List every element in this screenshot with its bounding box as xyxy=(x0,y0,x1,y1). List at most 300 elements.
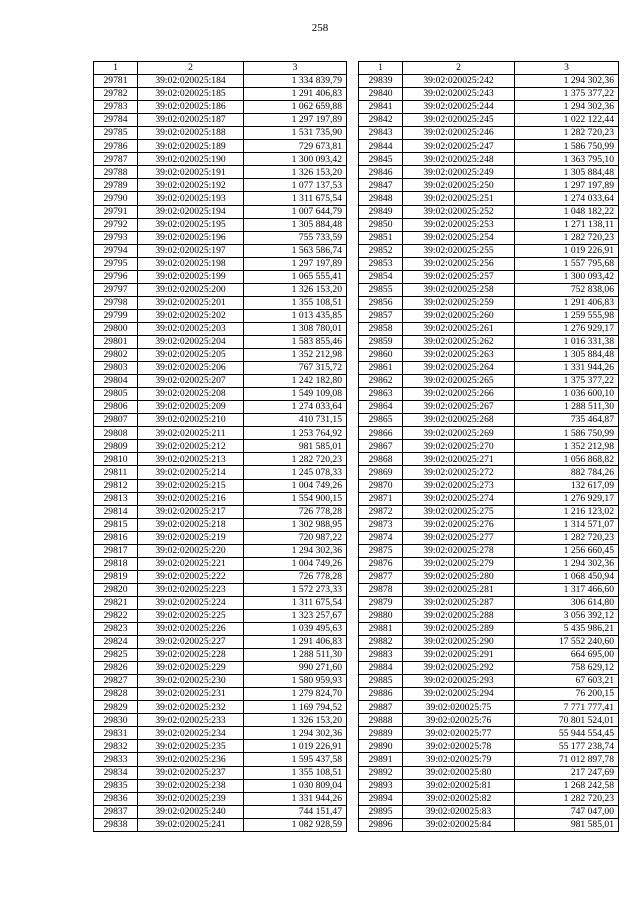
cadastral-number-cell: 39:02:020025:223 xyxy=(138,583,244,596)
row-number-cell: 29862 xyxy=(359,375,403,388)
cadastral-number-cell: 39:02:020025:192 xyxy=(138,179,244,192)
table-row xyxy=(359,153,619,166)
cadastral-number-cell: 39:02:020025:225 xyxy=(138,609,244,622)
cadastral-number-cell: 39:02:020025:276 xyxy=(403,518,515,531)
table-row xyxy=(94,375,347,388)
table-row xyxy=(359,818,619,831)
table-row xyxy=(94,440,347,453)
table-row xyxy=(94,518,347,531)
row-number-cell: 29823 xyxy=(94,623,138,636)
cadastral-number-cell: 39:02:020025:200 xyxy=(138,283,244,296)
cadastral-number-cell: 39:02:020025:197 xyxy=(138,244,244,257)
table-row xyxy=(359,557,619,570)
cadastral-number-cell: 39:02:020025:233 xyxy=(138,714,244,727)
table-row xyxy=(94,309,347,322)
row-number-cell: 29847 xyxy=(359,179,403,192)
value-cell: 758 629,12 xyxy=(515,662,619,675)
table-row xyxy=(359,727,619,740)
cadastral-number-cell: 39:02:020025:270 xyxy=(403,440,515,453)
cadastral-number-cell: 39:02:020025:240 xyxy=(138,805,244,818)
cadastral-number-cell: 39:02:020025:206 xyxy=(138,362,244,375)
row-number-cell: 29855 xyxy=(359,283,403,296)
value-cell: 1 326 153,20 xyxy=(244,166,347,179)
cadastral-number-cell: 39:02:020025:253 xyxy=(403,218,515,231)
cadastral-number-cell: 39:02:020025:229 xyxy=(138,662,244,675)
table-row xyxy=(359,127,619,140)
table-row xyxy=(359,675,619,688)
cadastral-number-cell: 39:02:020025:279 xyxy=(403,557,515,570)
cadastral-number-cell: 39:02:020025:234 xyxy=(138,727,244,740)
row-number-cell: 29782 xyxy=(94,88,138,101)
row-number-cell: 29879 xyxy=(359,596,403,609)
row-number-cell: 29851 xyxy=(359,231,403,244)
cadastral-number-cell: 39:02:020025:255 xyxy=(403,244,515,257)
cadastral-number-cell: 39:02:020025:278 xyxy=(403,544,515,557)
table-row xyxy=(359,309,619,322)
table-row xyxy=(94,609,347,622)
table-row xyxy=(94,88,347,101)
value-cell: 1 580 959,93 xyxy=(244,675,347,688)
table-row xyxy=(359,401,619,414)
value-cell: 1 355 108,51 xyxy=(244,766,347,779)
header-row xyxy=(94,62,347,75)
value-cell: 1 077 137,53 xyxy=(244,179,347,192)
row-number-cell: 29849 xyxy=(359,205,403,218)
table-row xyxy=(94,714,347,727)
value-cell: 1 068 450,94 xyxy=(515,570,619,583)
row-number-cell: 29869 xyxy=(359,466,403,479)
table-row xyxy=(359,688,619,701)
value-cell: 1 288 511,30 xyxy=(244,649,347,662)
cadastral-number-cell: 39:02:020025:232 xyxy=(138,701,244,714)
value-cell: 735 464,87 xyxy=(515,414,619,427)
table-row xyxy=(359,179,619,192)
cadastral-number-cell: 39:02:020025:198 xyxy=(138,257,244,270)
table-row xyxy=(94,662,347,675)
row-number-cell: 29889 xyxy=(359,727,403,740)
cadastral-number-cell: 39:02:020025:212 xyxy=(138,440,244,453)
cadastral-number-cell: 39:02:020025:268 xyxy=(403,414,515,427)
value-cell: 1 242 182,80 xyxy=(244,375,347,388)
row-number-cell: 29863 xyxy=(359,388,403,401)
value-cell: 1 022 122,44 xyxy=(515,114,619,127)
row-number-cell: 29830 xyxy=(94,714,138,727)
value-cell: 1 276 929,17 xyxy=(515,492,619,505)
cadastral-number-cell: 39:02:020025:228 xyxy=(138,649,244,662)
row-number-cell: 29896 xyxy=(359,818,403,831)
row-number-cell: 29808 xyxy=(94,427,138,440)
cadastral-number-cell: 39:02:020025:84 xyxy=(403,818,515,831)
value-cell: 744 151,47 xyxy=(244,805,347,818)
cadastral-number-cell: 39:02:020025:217 xyxy=(138,505,244,518)
row-number-cell: 29817 xyxy=(94,544,138,557)
value-cell: 1 314 571,07 xyxy=(515,518,619,531)
row-number-cell: 29865 xyxy=(359,414,403,427)
column-header: 2 xyxy=(403,62,515,75)
cadastral-number-cell: 39:02:020025:76 xyxy=(403,714,515,727)
row-number-cell: 29853 xyxy=(359,257,403,270)
column-header: 1 xyxy=(94,62,138,75)
value-cell: 1 013 435,85 xyxy=(244,309,347,322)
cadastral-number-cell: 39:02:020025:273 xyxy=(403,479,515,492)
cadastral-number-cell: 39:02:020025:293 xyxy=(403,675,515,688)
row-number-cell: 29816 xyxy=(94,531,138,544)
table-row xyxy=(359,88,619,101)
table-row xyxy=(359,479,619,492)
cadastral-number-cell: 39:02:020025:272 xyxy=(403,466,515,479)
row-number-cell: 29871 xyxy=(359,492,403,505)
table-row xyxy=(94,596,347,609)
value-cell: 729 673,81 xyxy=(244,140,347,153)
row-number-cell: 29814 xyxy=(94,505,138,518)
cadastral-number-cell: 39:02:020025:265 xyxy=(403,375,515,388)
row-number-cell: 29835 xyxy=(94,779,138,792)
value-cell: 1 007 644,79 xyxy=(244,205,347,218)
value-cell: 1 282 720,23 xyxy=(515,127,619,140)
cadastral-number-cell: 39:02:020025:239 xyxy=(138,792,244,805)
cadastral-number-cell: 39:02:020025:77 xyxy=(403,727,515,740)
value-cell: 1 300 093,42 xyxy=(244,153,347,166)
row-number-cell: 29892 xyxy=(359,766,403,779)
table-row xyxy=(359,296,619,309)
value-cell: 1 279 824,70 xyxy=(244,688,347,701)
table-row xyxy=(94,753,347,766)
cadastral-number-cell: 39:02:020025:260 xyxy=(403,309,515,322)
value-cell: 1 056 868,82 xyxy=(515,453,619,466)
table-row xyxy=(359,792,619,805)
row-number-cell: 29783 xyxy=(94,101,138,114)
row-number-cell: 29890 xyxy=(359,740,403,753)
row-number-cell: 29836 xyxy=(94,792,138,805)
row-number-cell: 29864 xyxy=(359,401,403,414)
row-number-cell: 29834 xyxy=(94,766,138,779)
cadastral-number-cell: 39:02:020025:251 xyxy=(403,192,515,205)
table-row xyxy=(359,701,619,714)
cadastral-number-cell: 39:02:020025:294 xyxy=(403,688,515,701)
row-number-cell: 29799 xyxy=(94,309,138,322)
value-cell: 1 169 794,52 xyxy=(244,701,347,714)
table-row xyxy=(94,740,347,753)
cadastral-number-cell: 39:02:020025:184 xyxy=(138,75,244,88)
cadastral-number-cell: 39:02:020025:247 xyxy=(403,140,515,153)
row-number-cell: 29884 xyxy=(359,662,403,675)
cadastral-number-cell: 39:02:020025:215 xyxy=(138,479,244,492)
cadastral-number-cell: 39:02:020025:75 xyxy=(403,701,515,714)
cadastral-number-cell: 39:02:020025:83 xyxy=(403,805,515,818)
value-cell: 1 004 749,26 xyxy=(244,557,347,570)
row-number-cell: 29850 xyxy=(359,218,403,231)
row-number-cell: 29801 xyxy=(94,335,138,348)
row-number-cell: 29786 xyxy=(94,140,138,153)
cadastral-number-cell: 39:02:020025:220 xyxy=(138,544,244,557)
cadastral-number-cell: 39:02:020025:224 xyxy=(138,596,244,609)
value-cell: 55 944 554,45 xyxy=(515,727,619,740)
cadastral-number-cell: 39:02:020025:210 xyxy=(138,414,244,427)
column-header: 1 xyxy=(359,62,403,75)
table-row xyxy=(94,388,347,401)
cadastral-number-cell: 39:02:020025:186 xyxy=(138,101,244,114)
value-cell: 1 291 406,83 xyxy=(244,636,347,649)
row-number-cell: 29866 xyxy=(359,427,403,440)
row-number-cell: 29824 xyxy=(94,636,138,649)
value-cell: 1 030 809,04 xyxy=(244,779,347,792)
table-row xyxy=(359,244,619,257)
value-cell: 990 271,60 xyxy=(244,662,347,675)
cadastral-number-cell: 39:02:020025:290 xyxy=(403,636,515,649)
cadastral-number-cell: 39:02:020025:271 xyxy=(403,453,515,466)
row-number-cell: 29846 xyxy=(359,166,403,179)
table-row xyxy=(94,192,347,205)
table-row xyxy=(94,727,347,740)
row-number-cell: 29794 xyxy=(94,244,138,257)
cadastral-number-cell: 39:02:020025:209 xyxy=(138,401,244,414)
cadastral-number-cell: 39:02:020025:227 xyxy=(138,636,244,649)
table-row xyxy=(94,544,347,557)
cadastral-number-cell: 39:02:020025:280 xyxy=(403,570,515,583)
table-row xyxy=(359,636,619,649)
value-cell: 981 585,01 xyxy=(515,818,619,831)
cadastral-number-cell: 39:02:020025:81 xyxy=(403,779,515,792)
table-row xyxy=(359,453,619,466)
row-number-cell: 29820 xyxy=(94,583,138,596)
row-number-cell: 29839 xyxy=(359,75,403,88)
table-row xyxy=(359,492,619,505)
row-number-cell: 29822 xyxy=(94,609,138,622)
row-number-cell: 29873 xyxy=(359,518,403,531)
row-number-cell: 29803 xyxy=(94,362,138,375)
value-cell: 1 331 944,26 xyxy=(244,792,347,805)
value-cell: 1 554 900,15 xyxy=(244,492,347,505)
cadastral-number-cell: 39:02:020025:196 xyxy=(138,231,244,244)
row-number-cell: 29887 xyxy=(359,701,403,714)
row-number-cell: 29784 xyxy=(94,114,138,127)
row-number-cell: 29877 xyxy=(359,570,403,583)
value-cell: 726 778,28 xyxy=(244,505,347,518)
row-number-cell: 29880 xyxy=(359,609,403,622)
value-cell: 720 987,22 xyxy=(244,531,347,544)
table-row xyxy=(94,531,347,544)
table-row xyxy=(94,153,347,166)
cadastral-number-cell: 39:02:020025:257 xyxy=(403,270,515,283)
cadastral-number-cell: 39:02:020025:82 xyxy=(403,792,515,805)
value-cell: 1 268 242,58 xyxy=(515,779,619,792)
row-number-cell: 29878 xyxy=(359,583,403,596)
value-cell: 1 323 257,67 xyxy=(244,609,347,622)
value-cell: 70 801 524,01 xyxy=(515,714,619,727)
table-row xyxy=(359,596,619,609)
table-row xyxy=(359,714,619,727)
table-row xyxy=(359,270,619,283)
cadastral-number-cell: 39:02:020025:211 xyxy=(138,427,244,440)
value-cell: 1 311 675,54 xyxy=(244,192,347,205)
row-number-cell: 29785 xyxy=(94,127,138,140)
table-row xyxy=(359,440,619,453)
cadastral-number-cell: 39:02:020025:189 xyxy=(138,140,244,153)
cadastral-number-cell: 39:02:020025:218 xyxy=(138,518,244,531)
row-number-cell: 29806 xyxy=(94,401,138,414)
value-cell: 55 177 238,74 xyxy=(515,740,619,753)
value-cell: 67 603,21 xyxy=(515,675,619,688)
value-cell: 1 048 182,22 xyxy=(515,205,619,218)
value-cell: 1 586 750,99 xyxy=(515,427,619,440)
table-row xyxy=(359,427,619,440)
value-cell: 1 375 377,22 xyxy=(515,88,619,101)
table-row xyxy=(94,805,347,818)
row-number-cell: 29826 xyxy=(94,662,138,675)
cadastral-number-cell: 39:02:020025:207 xyxy=(138,375,244,388)
row-number-cell: 29813 xyxy=(94,492,138,505)
row-number-cell: 29854 xyxy=(359,270,403,283)
table-row xyxy=(359,623,619,636)
table-row xyxy=(359,362,619,375)
cadastral-number-cell: 39:02:020025:241 xyxy=(138,818,244,831)
cadastral-number-cell: 39:02:020025:287 xyxy=(403,596,515,609)
table-row xyxy=(94,453,347,466)
table-row xyxy=(359,349,619,362)
row-number-cell: 29874 xyxy=(359,531,403,544)
row-number-cell: 29852 xyxy=(359,244,403,257)
row-number-cell: 29787 xyxy=(94,153,138,166)
value-cell: 71 012 897,78 xyxy=(515,753,619,766)
row-number-cell: 29821 xyxy=(94,596,138,609)
table-row xyxy=(94,792,347,805)
table-row xyxy=(94,349,347,362)
row-number-cell: 29886 xyxy=(359,688,403,701)
value-cell: 752 838,06 xyxy=(515,283,619,296)
table-row xyxy=(359,466,619,479)
row-number-cell: 29833 xyxy=(94,753,138,766)
row-number-cell: 29875 xyxy=(359,544,403,557)
table-row xyxy=(94,257,347,270)
row-number-cell: 29809 xyxy=(94,440,138,453)
row-number-cell: 29825 xyxy=(94,649,138,662)
table-row xyxy=(359,231,619,244)
table-row xyxy=(94,479,347,492)
row-number-cell: 29829 xyxy=(94,701,138,714)
value-cell: 1 305 884,48 xyxy=(515,166,619,179)
table-row xyxy=(94,140,347,153)
cadastral-number-cell: 39:02:020025:216 xyxy=(138,492,244,505)
row-number-cell: 29791 xyxy=(94,205,138,218)
value-cell: 1 595 437,58 xyxy=(244,753,347,766)
cadastral-number-cell: 39:02:020025:199 xyxy=(138,270,244,283)
table-row xyxy=(359,375,619,388)
table-row xyxy=(94,231,347,244)
table-row xyxy=(359,649,619,662)
cadastral-number-cell: 39:02:020025:267 xyxy=(403,401,515,414)
row-number-cell: 29841 xyxy=(359,101,403,114)
cadastral-number-cell: 39:02:020025:291 xyxy=(403,649,515,662)
row-number-cell: 29858 xyxy=(359,322,403,335)
cadastral-number-cell: 39:02:020025:202 xyxy=(138,309,244,322)
row-number-cell: 29812 xyxy=(94,479,138,492)
table-row xyxy=(359,166,619,179)
cadastral-number-cell: 39:02:020025:226 xyxy=(138,623,244,636)
column-header: 2 xyxy=(138,62,244,75)
row-number-cell: 29882 xyxy=(359,636,403,649)
table-row xyxy=(94,244,347,257)
cadastral-number-cell: 39:02:020025:275 xyxy=(403,505,515,518)
value-cell: 1 531 735,90 xyxy=(244,127,347,140)
row-number-cell: 29797 xyxy=(94,283,138,296)
table-row xyxy=(94,818,347,831)
table-row xyxy=(94,427,347,440)
cadastral-number-cell: 39:02:020025:235 xyxy=(138,740,244,753)
value-cell: 747 047,00 xyxy=(515,805,619,818)
cadastral-number-cell: 39:02:020025:292 xyxy=(403,662,515,675)
table-row xyxy=(359,283,619,296)
value-cell: 1 572 273,33 xyxy=(244,583,347,596)
cadastral-number-cell: 39:02:020025:221 xyxy=(138,557,244,570)
cadastral-number-cell: 39:02:020025:252 xyxy=(403,205,515,218)
row-number-cell: 29859 xyxy=(359,335,403,348)
value-cell: 1 294 302,36 xyxy=(515,75,619,88)
row-number-cell: 29861 xyxy=(359,362,403,375)
row-number-cell: 29789 xyxy=(94,179,138,192)
value-cell: 1 245 078,33 xyxy=(244,466,347,479)
value-cell: 1 291 406,83 xyxy=(515,296,619,309)
value-cell: 1 259 555,98 xyxy=(515,309,619,322)
row-number-cell: 29802 xyxy=(94,349,138,362)
cadastral-number-cell: 39:02:020025:203 xyxy=(138,322,244,335)
row-number-cell: 29845 xyxy=(359,153,403,166)
value-cell: 1 062 659,88 xyxy=(244,101,347,114)
table-row xyxy=(94,101,347,114)
value-cell: 1 282 720,23 xyxy=(515,231,619,244)
cadastral-number-cell: 39:02:020025:193 xyxy=(138,192,244,205)
cadastral-number-cell: 39:02:020025:79 xyxy=(403,753,515,766)
cadastral-number-cell: 39:02:020025:249 xyxy=(403,166,515,179)
value-cell: 1 082 928,59 xyxy=(244,818,347,831)
cadastral-number-cell: 39:02:020025:266 xyxy=(403,388,515,401)
row-number-cell: 29793 xyxy=(94,231,138,244)
row-number-cell: 29895 xyxy=(359,805,403,818)
row-number-cell: 29893 xyxy=(359,779,403,792)
cadastral-number-cell: 39:02:020025:277 xyxy=(403,531,515,544)
table-row xyxy=(94,218,347,231)
row-number-cell: 29840 xyxy=(359,88,403,101)
value-cell: 1 271 138,11 xyxy=(515,218,619,231)
table-row xyxy=(94,283,347,296)
cadastral-number-cell: 39:02:020025:238 xyxy=(138,779,244,792)
value-cell: 1 305 884,48 xyxy=(244,218,347,231)
table-row xyxy=(359,505,619,518)
cadastral-number-cell: 39:02:020025:245 xyxy=(403,114,515,127)
value-cell: 755 733,59 xyxy=(244,231,347,244)
value-cell: 1 297 197,89 xyxy=(244,114,347,127)
row-number-cell: 29798 xyxy=(94,296,138,309)
table-row xyxy=(94,557,347,570)
row-number-cell: 29876 xyxy=(359,557,403,570)
table-row xyxy=(359,257,619,270)
value-cell: 1 253 764,92 xyxy=(244,427,347,440)
value-cell: 1 297 197,89 xyxy=(515,179,619,192)
cadastral-number-cell: 39:02:020025:248 xyxy=(403,153,515,166)
table-row xyxy=(359,101,619,114)
table-row xyxy=(359,414,619,427)
table-row xyxy=(94,675,347,688)
value-cell: 1 294 302,36 xyxy=(515,557,619,570)
cadastral-number-cell: 39:02:020025:258 xyxy=(403,283,515,296)
table-row xyxy=(94,466,347,479)
row-number-cell: 29832 xyxy=(94,740,138,753)
cadastral-number-cell: 39:02:020025:243 xyxy=(403,88,515,101)
row-number-cell: 29811 xyxy=(94,466,138,479)
table-row xyxy=(359,753,619,766)
cadastral-number-cell: 39:02:020025:231 xyxy=(138,688,244,701)
value-cell: 1 274 033,64 xyxy=(244,401,347,414)
value-cell: 217 247,69 xyxy=(515,766,619,779)
